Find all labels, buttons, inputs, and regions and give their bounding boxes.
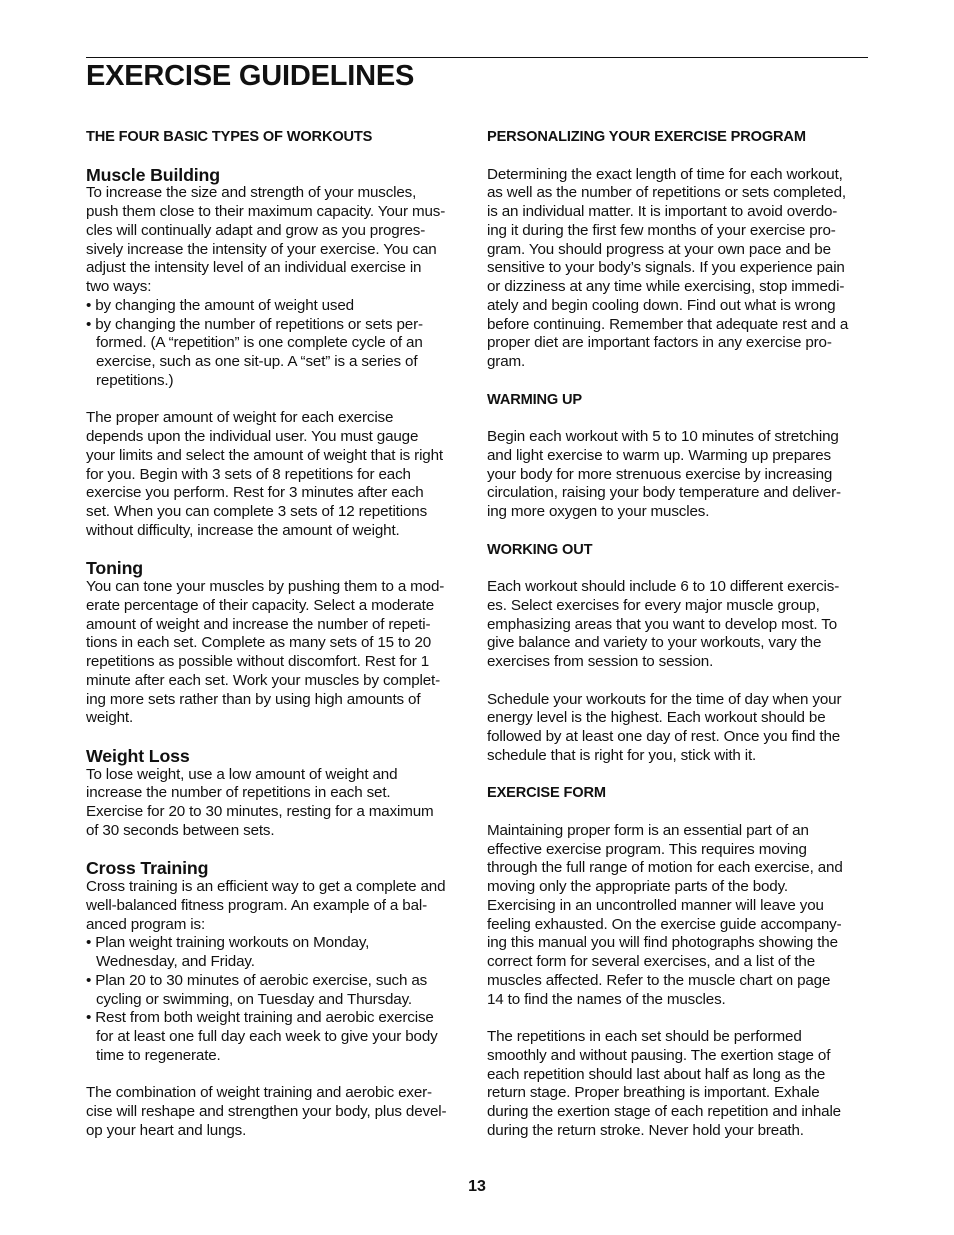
text-line: muscles affected. Refer to the muscle chart on page [487,971,831,989]
working-out-paragraph [487,578,873,672]
text-line: as well as the number of repetitions or sets completed, [487,184,846,202]
text-line: Each workout should include 6 to 10 different exercis- [487,578,840,595]
text-line: The proper amount of weight for each exercise [86,409,394,427]
text-line: • Rest from both weight training and aerobic exercise [86,1009,434,1027]
left-column [86,128,472,1141]
personalizing-paragraph [487,166,873,372]
text-line: each repetition should last about half as long as the [487,1065,826,1083]
text-line: followed by at least one day of rest. Once you find the [487,728,841,745]
warming-up-paragraph [487,428,873,522]
text-line: emphasizing areas that you want to develop most. To [487,615,838,633]
heading-exercise-form: EXERCISE FORM [487,785,606,802]
text-line: two ways: [86,278,152,295]
text-line: circulation, raising your body temperature and deliver- [487,484,841,502]
text-line: The repetitions in each set should be performed [487,1028,802,1045]
text-line: repetitions.) [96,371,174,389]
cross-training-summary [86,1084,472,1140]
text-line: minute after each set. Work your muscles by complet- [86,671,441,689]
subheading-toning: Toning [86,558,143,579]
section-toning [86,559,472,728]
cross-bullet-rest [86,1009,472,1065]
text-line: weight. [86,709,134,727]
text-line: smoothly and without pausing. The exertion stage of [487,1046,831,1064]
text-line: exercise you perform. Rest for 3 minutes after each [86,484,424,502]
text-line: es. Select exercises for every major muscle group, [487,596,820,614]
text-line: for you. Begin with 3 sets of 8 repetitions for each [86,465,411,483]
cross-bullet-weight-days [86,934,472,972]
text-line: Exercise for 20 to 30 minutes, resting for a maximum [86,803,434,820]
text-line: To increase the size and strength of your muscles, [86,184,417,202]
muscle-bullet-repetitions [86,316,472,391]
exercise-form-paragraph [487,822,873,1010]
text-line: formed. (A “repetition” is one complete cycle of an [96,334,423,352]
cross-training-intro [86,878,472,934]
muscle-intro-paragraph [86,184,472,297]
text-line: energy level is the highest. Each workout should be [487,709,826,727]
cross-bullet-aerobic [86,972,472,1010]
text-line: ing more sets rather than by using high amounts of [86,690,421,708]
text-line: during the exertion stage of each repetition and inhale [487,1103,841,1120]
text-line: for at least one full day each week to give your body [96,1028,438,1045]
text-line: Cross training is an efficient way to get a complete and [86,878,446,895]
text-line: return stage. Proper breathing is important. Exhale [487,1084,820,1102]
text-line: erate percentage of their capacity. Select a moderate [86,596,435,614]
text-line: depends upon the individual user. You must gauge [86,428,419,445]
heading-warming-up: WARMING UP [487,391,582,408]
text-line: The combination of weight training and aerobic exer- [86,1084,432,1102]
section-muscle-building [86,166,472,541]
text-line: feeling exhausted. On the exercise guide accompany- [487,915,842,933]
subheading-cross-training: Cross Training [86,858,209,879]
section-personalizing [487,128,873,372]
text-line: repetitions as possible without discomfort. Rest for 1 [86,653,430,670]
text-line: through the full range of motion for each exercise, and [487,859,843,877]
text-line: ing more oxygen to your muscles. [487,503,710,520]
text-line: sively increase the intensity of your exercise. You can [86,240,437,258]
section-weight-loss [86,747,472,841]
muscle-bullet-weight [86,297,472,316]
heading-four-basic-types: THE FOUR BASIC TYPES OF WORKOUTS [86,129,373,145]
text-line: ing this manual you will find photographs showing the [487,934,838,952]
text-line: exercises from session to session. [487,653,714,670]
text-line: time to regenerate. [96,1046,221,1064]
text-line: before continuing. Remember that adequate rest and a [487,315,849,333]
text-line: well-balanced fitness program. An example of a bal- [86,896,428,914]
text-line: gram. [487,353,526,370]
heading-personalizing: PERSONALIZING YOUR EXERCISE PROGRAM [487,129,806,145]
text-line: Schedule your workouts for the time of day when your [487,690,842,708]
text-line: cles will continually adapt and grow as you progres- [86,221,426,239]
text-line: of 30 seconds between sets. [86,821,275,839]
muscle-weight-paragraph [86,409,472,540]
text-line: cise will reshape and strengthen your body, plus devel- [86,1103,447,1120]
text-line: moving only the appropriate parts of the body. [487,878,788,895]
text-line: To lose weight, use a low amount of weight and [86,765,398,783]
text-line: effective exercise program. This requires moving [487,840,807,858]
text-line: cycling or swimming, on Tuesday and Thursday. [96,990,412,1008]
text-line: • Plan weight training workouts on Monday, [86,934,370,952]
text-line: anced program is: [86,915,206,933]
subheading-weight-loss: Weight Loss [86,745,190,766]
text-line: Begin each workout with 5 to 10 minutes of stretching [487,428,839,445]
heading-working-out: WORKING OUT [487,541,593,558]
section-working-out [487,541,873,766]
text-line: You can tone your muscles by pushing them to a mod- [86,578,445,595]
text-line: without difficulty, increase the amount of weight. [86,521,400,539]
right-column [487,128,873,1141]
text-line: set. When you can complete 3 sets of 12 repetitions [86,503,428,520]
working-out-schedule-paragraph [487,691,873,766]
text-line: tions in each set. Complete as many sets of 15 to 20 [86,634,432,652]
text-line: sensitive to your body’s signals. If you experience pain [487,259,845,277]
text-line: op your heart and lungs. [86,1121,247,1139]
text-line: gram. You should progress at your own pace and be [487,240,831,258]
page-number: 13 [468,1178,486,1195]
text-line: is an individual matter. It is important to avoid overdo- [487,203,838,220]
text-line: 14 to find the names of the muscles. [487,990,726,1008]
text-line: your body for more strenuous exercise by increasing [487,465,833,483]
text-line: • by changing the number of repetitions or sets per- [86,315,423,333]
text-line: • by changing the amount of weight used [86,296,354,314]
text-line: Wednesday, and Friday. [96,953,255,970]
text-line: ately and begin cooling down. Find out what is wrong [487,296,836,314]
text-line: during the return stroke. Never hold your breath. [487,1121,804,1139]
text-line: your limits and select the amount of weight that is right [86,446,443,464]
text-line: Determining the exact length of time for each workout, [487,165,843,183]
text-line: increase the number of repetitions in each set. [86,784,391,802]
subheading-muscle-building: Muscle Building [86,164,220,185]
text-line: Maintaining proper form is an essential part of an [487,821,809,839]
section-exercise-form [487,784,873,1140]
text-line: Exercising in an uncontrolled manner will leave you [487,896,824,914]
text-line: push them close to their maximum capacity. Your mus- [86,203,446,220]
text-line: correct form for several exercises, and a list of the [487,953,815,970]
text-line: adjust the intensity level of an individual exercise in [86,259,422,277]
text-line: exercise, such as one sit-up. A “set” is a series of [96,353,418,370]
text-line: ing it during the first few months of your exercise pro- [487,221,836,239]
toning-paragraph [86,578,472,728]
exercise-form-breathing-paragraph [487,1028,873,1141]
weight-loss-paragraph [86,766,472,841]
text-line: • Plan 20 to 30 minutes of aerobic exercise, such as [86,971,428,989]
text-line: give balance and variety to your workouts, vary the [487,634,822,652]
text-line: proper diet are important factors in any exercise pro- [487,334,832,352]
page-title: EXERCISE GUIDELINES [86,60,415,92]
text-line: schedule that is right for you, stick with it. [487,746,757,764]
text-line: amount of weight and increase the number of repeti- [86,615,431,633]
section-cross-training [86,859,472,1140]
text-line: or dizziness at any time while exercising, stop immedi- [487,278,845,295]
text-line: and light exercise to warm up. Warming up prepares [487,446,831,464]
section-warming-up [487,391,873,522]
